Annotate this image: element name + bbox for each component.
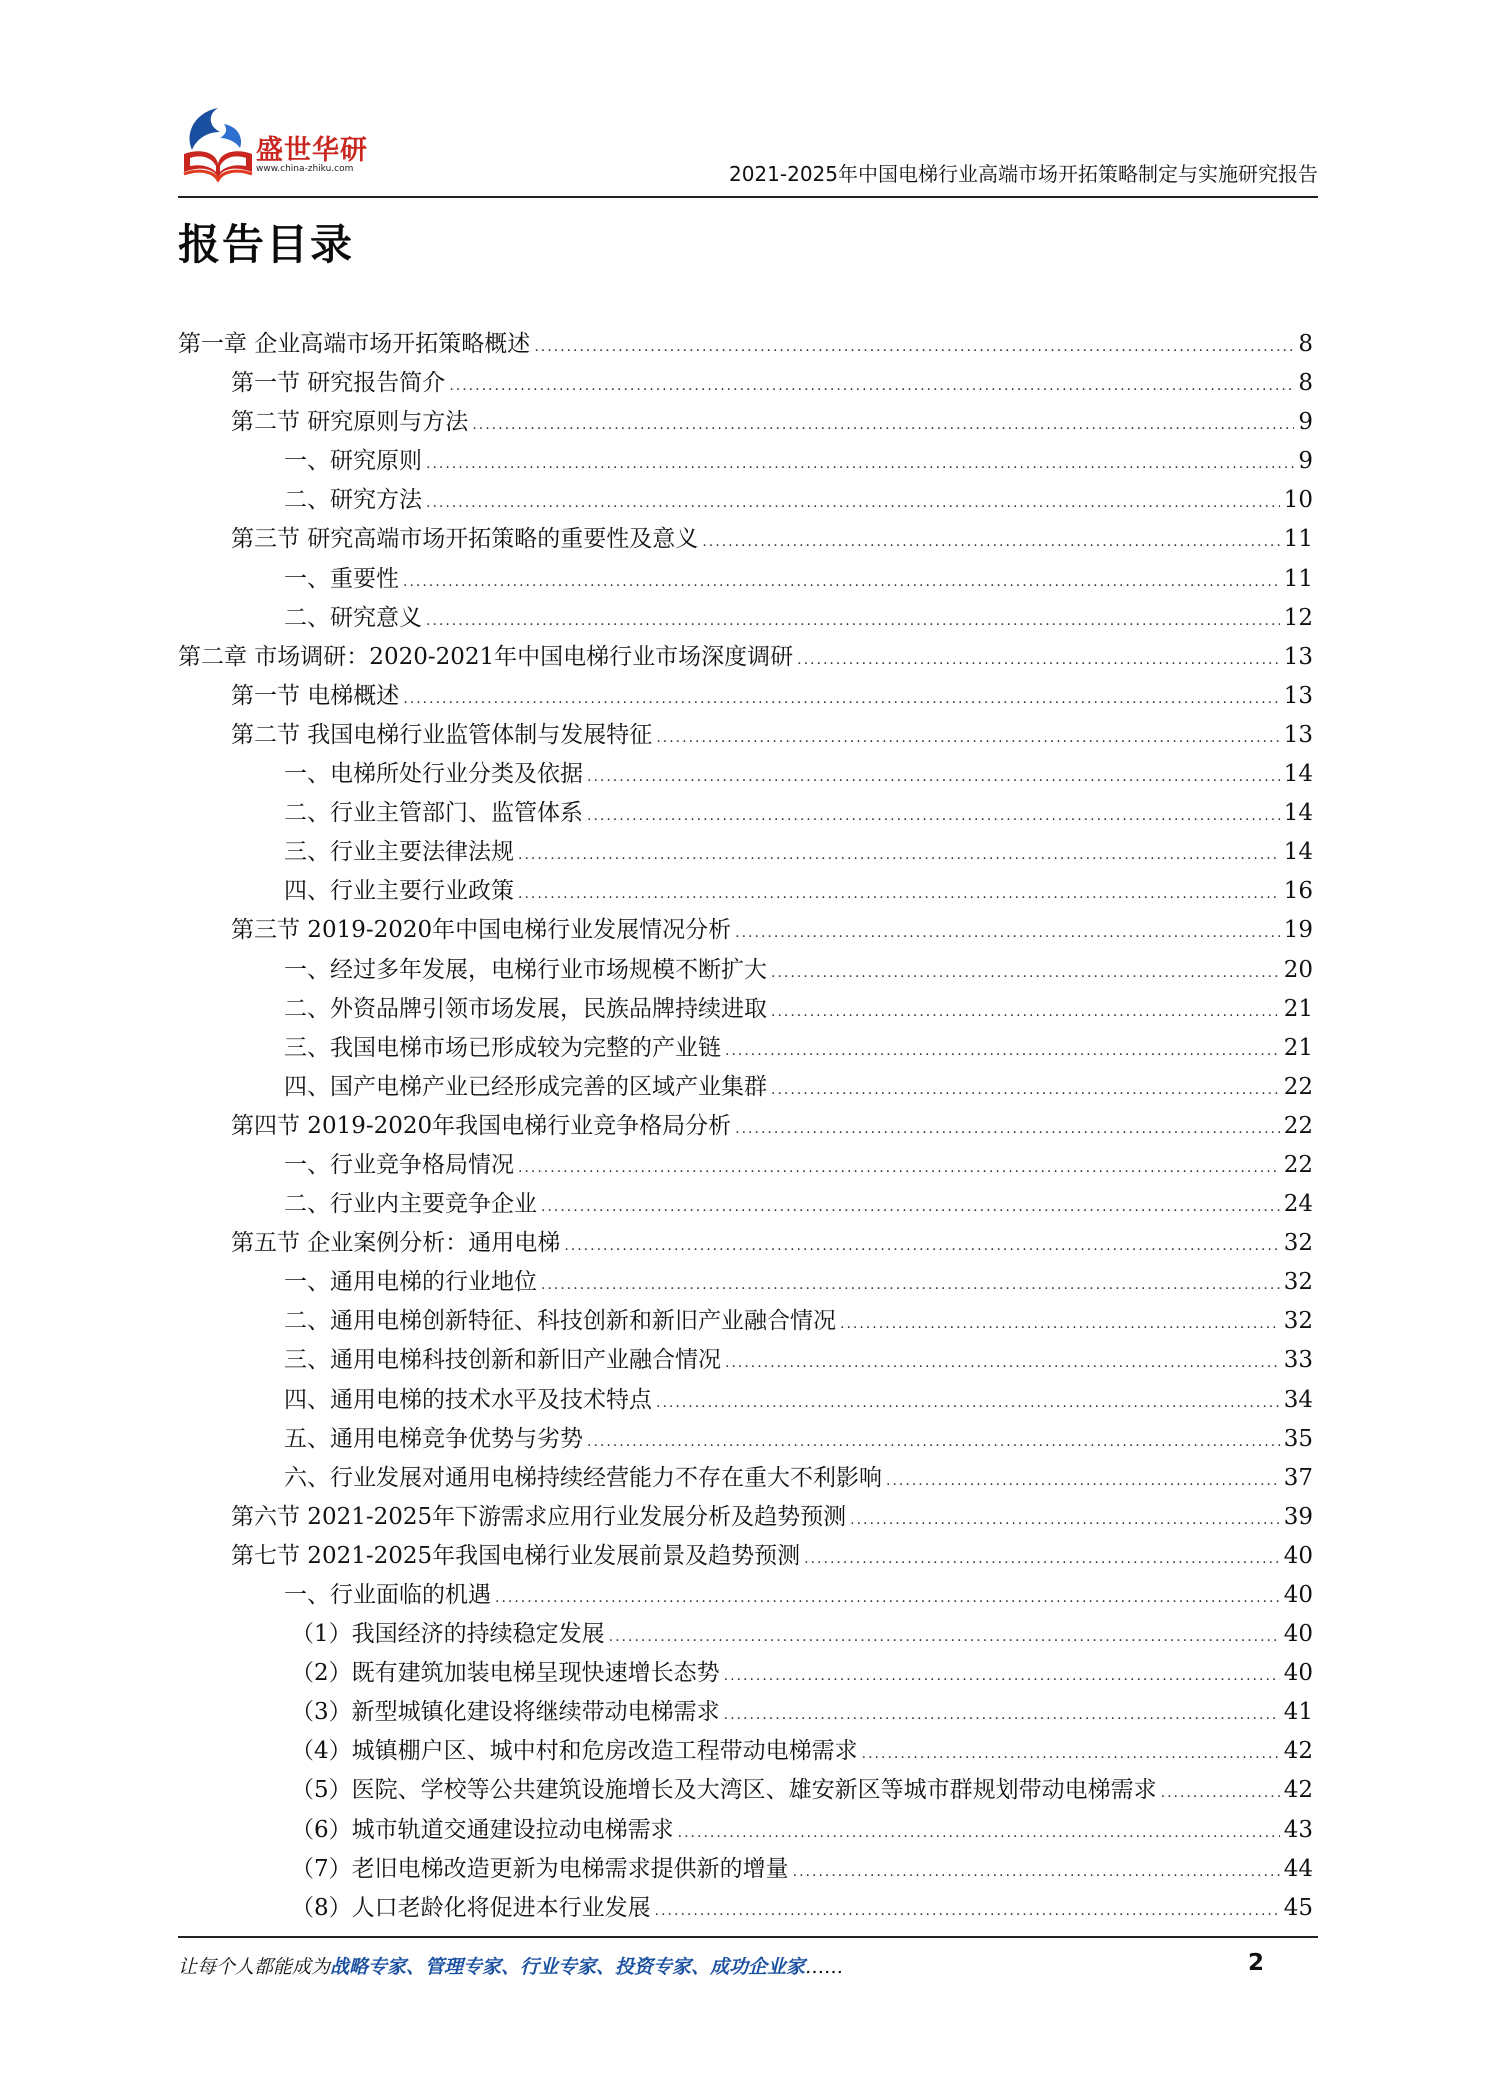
toc-entry[interactable]	[178, 1381, 1313, 1420]
toc-entry-page: 20	[1283, 956, 1313, 983]
logo-emblem-icon	[178, 102, 256, 182]
toc-entry[interactable]	[178, 1537, 1313, 1576]
toc-entry-page: 37	[1283, 1464, 1313, 1491]
toc-entry-page: 13	[1283, 682, 1313, 709]
toc-entry-title: 第四节 2019-2020年我国电梯行业竞争格局分析	[231, 1112, 732, 1139]
toc-entry[interactable]	[178, 638, 1313, 677]
toc-entry[interactable]	[178, 1693, 1313, 1732]
logo-name: 盛世华研	[256, 135, 368, 166]
toc-entry-title: 一、行业面临的机遇	[284, 1582, 491, 1608]
toc-dot-leader	[655, 1892, 1280, 1931]
toc-dot-leader	[587, 758, 1280, 797]
toc-entry-title: 第一章 企业高端市场开拓策略概述	[178, 331, 531, 357]
toc-entry-title: 二、外资品牌引领市场发展，民族品牌持续进取	[284, 995, 767, 1022]
toc-entry-title: 第五节 企业案例分析：通用电梯	[231, 1230, 561, 1257]
toc-entry-title: 一、通用电梯的行业地位	[284, 1269, 537, 1296]
toc-entry-title: 三、通用电梯科技创新和新旧产业融合情况	[284, 1347, 721, 1374]
toc-dot-leader	[587, 797, 1280, 836]
toc-entry-page: 42	[1283, 1777, 1313, 1804]
logo-url: www.china-zhiku.com	[256, 164, 354, 174]
toc-entry-title: （1）我国经济的持续稳定发展	[291, 1621, 605, 1648]
toc-entry[interactable]	[178, 481, 1313, 520]
table-of-contents	[178, 325, 1313, 1928]
toc-entry-title: 四、国产电梯产业已经形成完善的区域产业集群	[284, 1073, 767, 1100]
toc-entry-page: 21	[1283, 1034, 1313, 1061]
toc-entry-title: 一、电梯所处行业分类及依据	[284, 761, 583, 788]
toc-entry[interactable]	[178, 1771, 1313, 1810]
toc-entry[interactable]	[178, 1732, 1313, 1771]
toc-entry-title: （8）人口老龄化将促进本行业发展	[291, 1894, 651, 1921]
toc-dot-leader	[495, 1579, 1280, 1618]
toc-entry[interactable]	[178, 1576, 1313, 1615]
toc-entry-page: 43	[1283, 1816, 1313, 1843]
toc-entry-title: 第三节 2019-2020年中国电梯行业发展情况分析	[231, 917, 732, 944]
toc-entry-page: 11	[1283, 565, 1313, 592]
toc-dot-leader	[534, 328, 1294, 367]
toc-entry-page: 35	[1283, 1425, 1313, 1452]
toc-entry-title: 六、行业发展对通用电梯持续经营能力不存在重大不利影响	[284, 1464, 882, 1491]
toc-entry[interactable]	[178, 325, 1313, 364]
toc-entry-page: 13	[1283, 721, 1313, 748]
toc-entry-page: 32	[1283, 1269, 1313, 1296]
toc-entry-page: 40	[1283, 1660, 1313, 1687]
toc-entry-page: 12	[1283, 604, 1313, 631]
toc-entry-title: 一、经过多年发展，电梯行业市场规模不断扩大	[284, 956, 767, 983]
toc-entry-title: （2）既有建筑加装电梯呈现快速增长态势	[291, 1660, 720, 1687]
toc-entry-title: 第一节 电梯概述	[231, 682, 400, 709]
toc-entry-page: 8	[1298, 331, 1313, 357]
toc-entry[interactable]	[178, 833, 1313, 872]
toc-entry-title: （6）城市轨道交通建设拉动电梯需求	[291, 1816, 674, 1843]
toc-entry-page: 41	[1283, 1699, 1313, 1726]
toc-entry[interactable]	[178, 872, 1313, 911]
report-title: 2021-2025年中国电梯行业高端市场开拓策略制定与实施研究报告	[728, 162, 1318, 186]
toc-dot-leader	[541, 1188, 1280, 1227]
toc-entry-title: 第一节 研究报告简介	[231, 370, 446, 397]
toc-entry-title: 一、重要性	[284, 565, 399, 592]
toc-entry-page: 19	[1283, 917, 1313, 944]
slogan-prefix: 让每个人都能成为	[178, 1956, 331, 1978]
toc-entry-page: 9	[1298, 448, 1313, 475]
toc-entry-title: 第二节 我国电梯行业监管体制与发展特征	[231, 721, 653, 748]
toc-entry-page: 33	[1283, 1347, 1313, 1374]
toc-entry-page: 40	[1283, 1582, 1313, 1608]
toc-entry[interactable]	[178, 364, 1313, 403]
toc-entry-page: 14	[1283, 800, 1313, 827]
toc-dot-leader	[518, 836, 1280, 875]
toc-entry[interactable]	[178, 1498, 1313, 1537]
toc-entry[interactable]	[178, 1068, 1313, 1107]
toc-entry-page: 32	[1283, 1308, 1313, 1335]
slogan-emphasis: 战略专家、管理专家、行业专家、投资专家、成功企业家	[330, 1956, 806, 1978]
toc-entry[interactable]	[178, 1850, 1313, 1889]
toc-entry-title: 第七节 2021-2025年我国电梯行业发展前景及趋势预测	[231, 1542, 801, 1569]
toc-entry-page: 16	[1283, 878, 1313, 905]
page-footer	[178, 1936, 1318, 1992]
toc-entry-page: 22	[1283, 1151, 1313, 1178]
toc-entry[interactable]	[178, 1615, 1313, 1654]
toc-dot-leader	[656, 719, 1279, 758]
toc-entry[interactable]	[178, 716, 1313, 755]
toc-entry[interactable]	[178, 1263, 1313, 1302]
toc-entry-title: （5）医院、学校等公共建筑设施增长及大湾区、雄安新区等城市群规划带动电梯需求	[291, 1777, 1157, 1804]
toc-entry-page: 11	[1283, 526, 1313, 553]
toc-dot-leader	[850, 1501, 1280, 1540]
toc-dot-leader	[702, 523, 1279, 562]
toc-entry-title: 第三节 研究高端市场开拓策略的重要性及意义	[231, 526, 699, 553]
toc-entry-title: 四、行业主要行业政策	[284, 878, 514, 905]
toc-entry-title: （7）老旧电梯改造更新为电梯需求提供新的增量	[291, 1855, 789, 1882]
toc-dot-leader	[735, 1110, 1280, 1149]
toc-dot-leader	[724, 1657, 1280, 1696]
toc-entry[interactable]	[178, 1029, 1313, 1068]
toc-entry[interactable]	[178, 990, 1313, 1029]
toc-entry[interactable]	[178, 560, 1313, 599]
toc-entry-page: 14	[1283, 761, 1313, 788]
toc-dot-leader	[587, 1423, 1280, 1462]
toc-dot-leader	[725, 1344, 1280, 1383]
toc-entry-title: 第六节 2021-2025年下游需求应用行业发展分析及趋势预测	[231, 1503, 847, 1530]
toc-entry-title: 一、行业竞争格局情况	[284, 1151, 514, 1178]
toc-entry-title: 第二节 研究原则与方法	[231, 409, 469, 436]
toc-entry-page: 24	[1283, 1191, 1313, 1218]
toc-entry-page: 44	[1283, 1855, 1313, 1882]
toc-entry[interactable]	[178, 1224, 1313, 1263]
toc-entry-page: 21	[1283, 995, 1313, 1022]
toc-dot-leader	[678, 1814, 1280, 1853]
toc-dot-leader	[426, 602, 1280, 641]
toc-dot-leader	[771, 954, 1280, 993]
toc-entry-title: 五、通用电梯竞争优势与劣势	[284, 1425, 583, 1452]
toc-dot-leader	[472, 406, 1294, 445]
toc-dot-leader	[518, 875, 1280, 914]
toc-entry[interactable]	[178, 520, 1313, 559]
toc-entry[interactable]	[178, 599, 1313, 638]
toc-dot-leader	[771, 993, 1280, 1032]
toc-entry[interactable]	[178, 1146, 1313, 1185]
toc-entry-page: 45	[1283, 1894, 1313, 1921]
toc-dot-leader	[449, 367, 1294, 406]
toc-entry-title: 三、我国电梯市场已形成较为完整的产业链	[284, 1034, 721, 1061]
toc-entry[interactable]	[178, 911, 1313, 950]
page-number: 2	[1247, 1950, 1264, 1976]
toc-dot-leader	[541, 1266, 1280, 1305]
toc-dot-leader	[804, 1540, 1280, 1579]
slogan-suffix: ……	[805, 1956, 844, 1978]
toc-entry[interactable]	[178, 403, 1313, 442]
toc-entry[interactable]	[178, 1302, 1313, 1341]
toc-entry[interactable]	[178, 1811, 1313, 1850]
toc-entry[interactable]	[178, 1420, 1313, 1459]
toc-entry-page: 8	[1298, 370, 1313, 397]
toc-entry-title: 二、行业主管部门、监管体系	[284, 800, 583, 827]
company-logo	[178, 102, 388, 182]
toc-entry-title: 二、研究意义	[284, 604, 422, 631]
toc-dot-leader	[426, 484, 1280, 523]
toc-entry-page: 22	[1283, 1112, 1313, 1139]
toc-dot-leader	[797, 641, 1280, 680]
toc-entry-title: 二、行业内主要竞争企业	[284, 1191, 537, 1218]
toc-dot-leader	[771, 1071, 1280, 1110]
toc-entry-page: 39	[1283, 1503, 1313, 1530]
toc-dot-leader	[656, 1384, 1280, 1423]
toc-entry-page: 22	[1283, 1073, 1313, 1100]
toc-entry-page: 40	[1283, 1621, 1313, 1648]
toc-dot-leader	[518, 1149, 1280, 1188]
toc-entry[interactable]	[178, 1654, 1313, 1693]
toc-entry-title: 二、通用电梯创新特征、科技创新和新旧产业融合情况	[284, 1308, 836, 1335]
page-header	[178, 100, 1318, 198]
toc-entry-page: 14	[1283, 839, 1313, 866]
toc-dot-leader	[1161, 1774, 1280, 1813]
header-divider	[178, 196, 1318, 198]
toc-dot-leader	[840, 1305, 1280, 1344]
toc-dot-leader	[793, 1853, 1280, 1892]
toc-entry[interactable]	[178, 1107, 1313, 1146]
toc-entry[interactable]	[178, 442, 1313, 481]
toc-entry[interactable]	[178, 677, 1313, 716]
toc-entry[interactable]	[178, 1341, 1313, 1380]
toc-entry[interactable]	[178, 1889, 1313, 1928]
toc-dot-leader	[609, 1618, 1280, 1657]
toc-entry[interactable]	[178, 1459, 1313, 1498]
toc-title: 报告目录	[178, 220, 355, 269]
toc-dot-leader	[886, 1462, 1280, 1501]
toc-entry[interactable]	[178, 755, 1313, 794]
toc-entry-page: 10	[1283, 487, 1313, 514]
toc-entry-title: 第二章 市场调研：2020-2021年中国电梯行业市场深度调研	[178, 643, 794, 670]
toc-dot-leader	[862, 1735, 1280, 1774]
toc-entry-title: 二、研究方法	[284, 487, 422, 514]
toc-dot-leader	[564, 1227, 1279, 1266]
toc-entry[interactable]	[178, 951, 1313, 990]
footer-divider	[178, 1936, 1318, 1938]
toc-dot-leader	[426, 445, 1294, 484]
toc-entry-page: 32	[1283, 1230, 1313, 1257]
toc-entry-title: （3）新型城镇化建设将继续带动电梯需求	[291, 1699, 720, 1726]
toc-dot-leader	[725, 1032, 1280, 1071]
toc-entry-title: 一、研究原则	[284, 448, 422, 475]
toc-entry-page: 42	[1283, 1738, 1313, 1765]
toc-entry-page: 13	[1283, 643, 1313, 670]
toc-entry-page: 40	[1283, 1542, 1313, 1569]
toc-dot-leader	[735, 914, 1280, 953]
toc-entry-title: 四、通用电梯的技术水平及技术特点	[284, 1386, 652, 1413]
toc-entry[interactable]	[178, 794, 1313, 833]
toc-entry-title: 三、行业主要法律法规	[284, 839, 514, 866]
footer-slogan	[178, 1952, 843, 1979]
toc-entry-page: 9	[1298, 409, 1313, 436]
toc-dot-leader	[403, 680, 1279, 719]
toc-entry-title: （4）城镇棚户区、城中村和危房改造工程带动电梯需求	[291, 1738, 858, 1765]
toc-entry[interactable]	[178, 1185, 1313, 1224]
toc-dot-leader	[724, 1696, 1280, 1735]
toc-entry-page: 34	[1283, 1386, 1313, 1413]
toc-dot-leader	[403, 563, 1280, 602]
